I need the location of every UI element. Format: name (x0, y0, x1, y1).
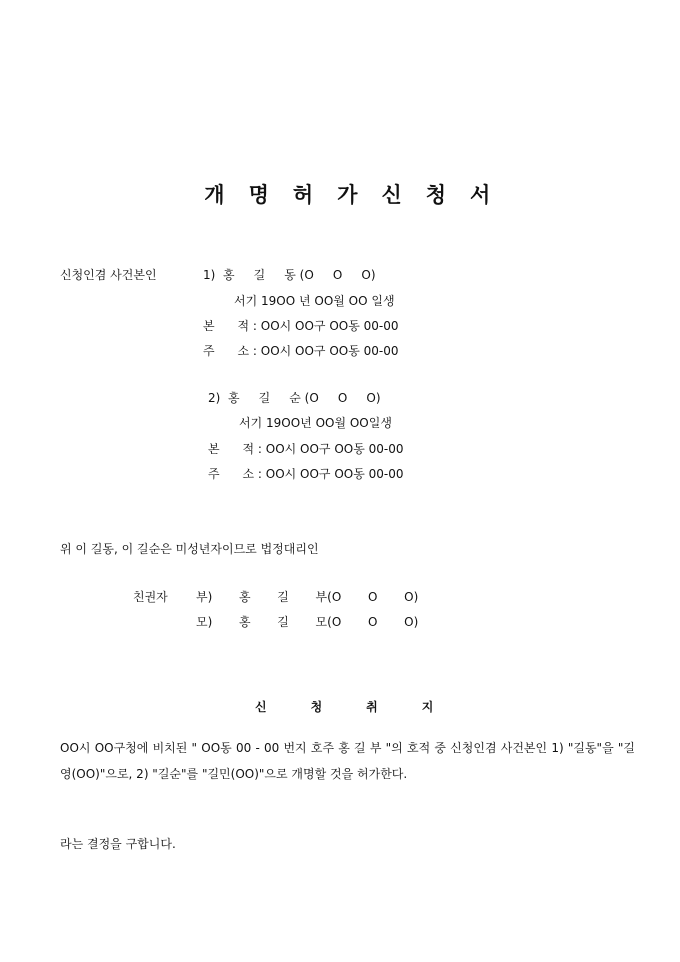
purpose-text: OO시 OO구청에 비치된 " OO동 00 - 00 번지 호주 홍 길 부 "의 호적 중 신청인겸 사건본인 1) "길동"을 "길영(OO)"으로, 2) "길순"를 "길민(OO)"으로 개명할 것을 허가한다. (60, 741, 635, 781)
person1-bonjeok: 본 적 : OO시 OO구 OO동 00-00 (203, 319, 399, 333)
guardian-mother: 모) 홍 길 모(O O O) (196, 615, 419, 629)
person2-name: 2) 홍 길 순 (O O O) (208, 391, 381, 405)
title-char: 가 (337, 183, 358, 207)
title-char: 명 (248, 183, 269, 207)
person1-name: 1) 홍 길 동 (O O O) (203, 268, 376, 282)
minor-statement: 위 이 길동, 이 길순은 미성년자이므로 법정대리인 (60, 542, 319, 556)
purpose-title-char: 청 (310, 700, 323, 714)
person1-juso: 주 소 : OO시 OO구 OO동 00-00 (203, 344, 399, 358)
person1-birth: 서기 19OO 년 OO월 OO 일생 (234, 294, 395, 308)
page-title (0, 155, 680, 209)
purpose-title-char: 취 (366, 700, 378, 714)
title-char: 신 (381, 183, 402, 207)
purpose-title-char: 신 (254, 700, 267, 714)
title-char: 청 (425, 183, 447, 207)
guardian-father: 부) 홍 길 부(O O O) (196, 590, 419, 604)
person2-bonjeok: 본 적 : OO시 OO구 OO동 00-00 (208, 442, 404, 456)
person2-juso: 주 소 : OO시 OO구 OO동 00-00 (208, 467, 404, 481)
closing-text: 라는 결정을 구합니다. (60, 837, 176, 851)
title-char: 개 (204, 183, 225, 207)
purpose-title-char: 지 (421, 700, 434, 714)
title-char: 허 (292, 183, 314, 207)
title-char: 서 (470, 183, 491, 207)
applicant-label: 신청인겸 사건본인 (60, 268, 157, 282)
person2-birth: 서기 19OO년 OO월 OO일생 (239, 416, 392, 430)
guardian-label: 친권자 (133, 590, 168, 604)
purpose-title (0, 684, 680, 715)
